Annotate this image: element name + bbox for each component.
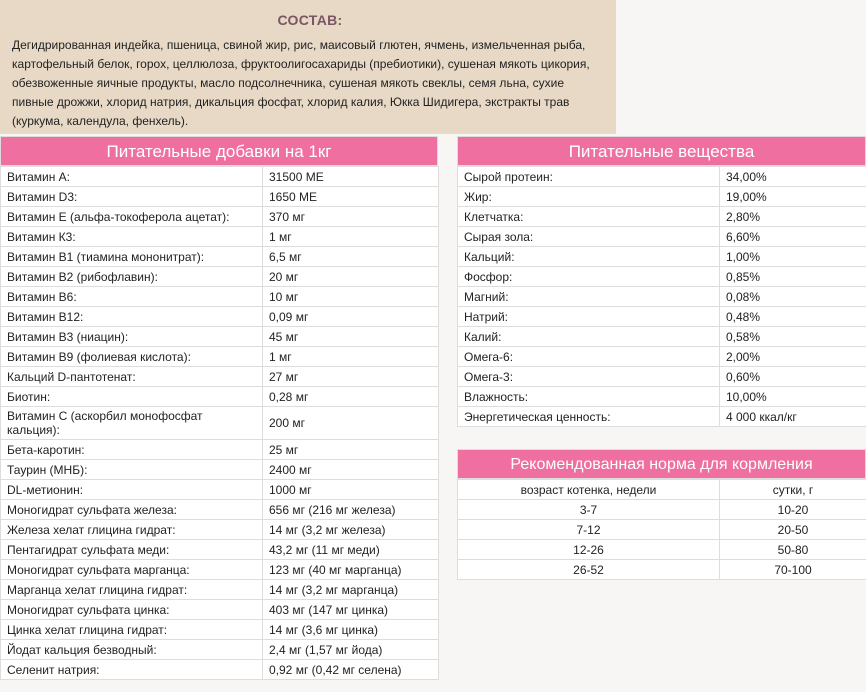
nutrient-value: 0,58% xyxy=(720,327,866,347)
nutrient-value: 2,80% xyxy=(720,207,866,227)
feeding-panel xyxy=(457,449,866,580)
supplement-name: Йодат кальция безводный: xyxy=(1,640,263,660)
nutrient-value: 1,00% xyxy=(720,247,866,267)
supplement-value: 0,09 мг xyxy=(263,307,439,327)
nutrient-name: Клетчатка: xyxy=(458,207,720,227)
supplement-row xyxy=(1,560,439,580)
nutrient-name: Омега-6: xyxy=(458,347,720,367)
nutrient-name: Сырой протеин: xyxy=(458,167,720,187)
nutrients-title: Питательные вещества xyxy=(457,136,866,166)
nutrient-row xyxy=(458,227,866,247)
composition-block xyxy=(0,0,616,134)
supplement-value: 6,5 мг xyxy=(263,247,439,267)
supplement-name: Витамин С (аскорбил монофосфат кальция): xyxy=(1,407,263,440)
supplement-row xyxy=(1,287,439,307)
supplement-value: 2400 мг xyxy=(263,460,439,480)
supplement-name: Витамин В1 (тиамина мононитрат): xyxy=(1,247,263,267)
nutrient-value: 2,00% xyxy=(720,347,866,367)
feeding-age: 7-12 xyxy=(458,520,720,540)
supplement-value: 1 мг xyxy=(263,347,439,367)
supplement-name: Бета-каротин: xyxy=(1,440,263,460)
supplement-name: Моногидрат сульфата марганца: xyxy=(1,560,263,580)
composition-title: СОСТАВ: xyxy=(277,12,343,28)
supplement-row xyxy=(1,620,439,640)
nutrient-row xyxy=(458,167,866,187)
nutrient-row xyxy=(458,327,866,347)
supplement-name: Витамин А: xyxy=(1,167,263,187)
feeding-row xyxy=(458,540,866,560)
nutrient-name: Энергетическая ценность: xyxy=(458,407,720,427)
nutrient-row xyxy=(458,407,866,427)
supplement-row xyxy=(1,440,439,460)
supplement-value: 200 мг xyxy=(263,407,439,440)
supplement-value: 1 мг xyxy=(263,227,439,247)
nutrient-row xyxy=(458,347,866,367)
feeding-title: Рекомендованная норма для кормления xyxy=(457,449,866,479)
nutrient-name: Магний: xyxy=(458,287,720,307)
supplement-value: 370 мг xyxy=(263,207,439,227)
supplement-value: 14 мг (3,2 мг железа) xyxy=(263,520,439,540)
nutrient-name: Влажность: xyxy=(458,387,720,407)
feeding-amount: 70-100 xyxy=(720,560,866,580)
nutrient-row xyxy=(458,207,866,227)
supplement-row xyxy=(1,480,439,500)
supplement-name: Биотин: xyxy=(1,387,263,407)
feeding-table xyxy=(457,479,866,580)
supplements-title: Питательные добавки на 1кг xyxy=(0,136,438,166)
supplement-value: 2,4 мг (1,57 мг йода) xyxy=(263,640,439,660)
supplement-name: Витамин В9 (фолиевая кислота): xyxy=(1,347,263,367)
nutrient-value: 0,60% xyxy=(720,367,866,387)
supplement-value: 656 мг (216 мг железа) xyxy=(263,500,439,520)
nutrient-name: Кальций: xyxy=(458,247,720,267)
nutrient-name: Жир: xyxy=(458,187,720,207)
supplement-value: 14 мг (3,6 мг цинка) xyxy=(263,620,439,640)
supplement-value: 1000 мг xyxy=(263,480,439,500)
nutrient-row xyxy=(458,287,866,307)
supplement-value: 27 мг xyxy=(263,367,439,387)
supplement-value: 10 мг xyxy=(263,287,439,307)
supplement-row xyxy=(1,387,439,407)
feeding-age: 3-7 xyxy=(458,500,720,520)
nutrient-row xyxy=(458,267,866,287)
supplement-row xyxy=(1,347,439,367)
nutrient-value: 0,85% xyxy=(720,267,866,287)
supplement-name: Витамин D3: xyxy=(1,187,263,207)
nutrient-value: 6,60% xyxy=(720,227,866,247)
nutrient-name: Омега-3: xyxy=(458,367,720,387)
supplement-name: Моногидрат сульфата железа: xyxy=(1,500,263,520)
supplement-name: Витамин В6: xyxy=(1,287,263,307)
supplement-name: Кальций D-пантотенат: xyxy=(1,367,263,387)
supplement-row xyxy=(1,540,439,560)
supplement-row xyxy=(1,640,439,660)
supplement-name: Витамин В12: xyxy=(1,307,263,327)
supplement-row xyxy=(1,207,439,227)
nutrient-value: 10,00% xyxy=(720,387,866,407)
supplement-name: Цинка хелат глицина гидрат: xyxy=(1,620,263,640)
supplement-value: 0,28 мг xyxy=(263,387,439,407)
nutrient-row xyxy=(458,387,866,407)
feeding-row xyxy=(458,560,866,580)
nutrient-value: 0,48% xyxy=(720,307,866,327)
supplement-value: 0,92 мг (0,42 мг селена) xyxy=(263,660,439,680)
supplement-name: DL-метионин: xyxy=(1,480,263,500)
supplement-name: Марганца хелат глицина гидрат: xyxy=(1,580,263,600)
supplement-row xyxy=(1,327,439,347)
feeding-amount: 10-20 xyxy=(720,500,866,520)
supplement-row xyxy=(1,247,439,267)
feeding-age: 26-52 xyxy=(458,560,720,580)
supplement-value: 123 мг (40 мг марганца) xyxy=(263,560,439,580)
feeding-amount: 20-50 xyxy=(720,520,866,540)
supplement-row xyxy=(1,267,439,287)
supplement-name: Пентагидрат сульфата меди: xyxy=(1,540,263,560)
supplement-value: 43,2 мг (11 мг меди) xyxy=(263,540,439,560)
composition-text: Дегидрированная индейка, пшеница, свиной жир, рис, маисовый глютен, ячмень, измельченная рыба, картофельный белок, горох, целлюлоза, фруктоолигосахариды (пребиотики), сушеная мякоть цикория, обезвоженные яичные продукты, масло подсолнечника, сушеная мякоть свеклы, семя льна, сухие пивные дрожжи, хлорид натрия, дикальция фосфат, хлорид калия, Юкка Шидигера, экстракты трав (куркума, календула, фенхель). xyxy=(12,38,590,128)
supplement-row xyxy=(1,307,439,327)
nutrient-name: Фосфор: xyxy=(458,267,720,287)
nutrients-panel xyxy=(457,136,866,427)
nutrient-value: 4 000 ккал/кг xyxy=(720,407,866,427)
supplement-name: Витамин В2 (рибофлавин): xyxy=(1,267,263,287)
nutrient-row xyxy=(458,307,866,327)
supplement-value: 403 мг (147 мг цинка) xyxy=(263,600,439,620)
supplement-value: 31500 МЕ xyxy=(263,167,439,187)
supplement-row xyxy=(1,227,439,247)
feeding-row xyxy=(458,520,866,540)
supplement-name: Железа хелат глицина гидрат: xyxy=(1,520,263,540)
supplement-name: Таурин (МНБ): xyxy=(1,460,263,480)
feeding-col-day: сутки, г xyxy=(720,480,866,500)
nutrient-name: Калий: xyxy=(458,327,720,347)
supplement-row xyxy=(1,580,439,600)
feeding-amount: 50-80 xyxy=(720,540,866,560)
nutrient-value: 19,00% xyxy=(720,187,866,207)
supplement-row xyxy=(1,187,439,207)
nutrient-row xyxy=(458,367,866,387)
nutrient-value: 0,08% xyxy=(720,287,866,307)
supplement-value: 25 мг xyxy=(263,440,439,460)
supplement-row xyxy=(1,460,439,480)
supplement-row xyxy=(1,500,439,520)
supplement-name: Витамин Е (альфа-токоферола ацетат): xyxy=(1,207,263,227)
nutrient-name: Натрий: xyxy=(458,307,720,327)
supplement-row xyxy=(1,660,439,680)
supplement-row xyxy=(1,367,439,387)
feeding-col-age: возраст котенка, недели xyxy=(458,480,720,500)
supplement-name: Витамин В3 (ниацин): xyxy=(1,327,263,347)
nutrient-name: Сырая зола: xyxy=(458,227,720,247)
supplements-panel xyxy=(0,136,438,680)
nutrients-table xyxy=(457,166,866,427)
supplement-name: Витамин К3: xyxy=(1,227,263,247)
supplements-table xyxy=(0,166,439,680)
nutrient-row xyxy=(458,247,866,267)
supplement-value: 20 мг xyxy=(263,267,439,287)
nutrient-value: 34,00% xyxy=(720,167,866,187)
supplement-row xyxy=(1,407,439,440)
supplement-value: 1650 МЕ xyxy=(263,187,439,207)
supplement-name: Селенит натрия: xyxy=(1,660,263,680)
supplement-value: 14 мг (3,2 мг марганца) xyxy=(263,580,439,600)
supplement-name: Моногидрат сульфата цинка: xyxy=(1,600,263,620)
supplement-value: 45 мг xyxy=(263,327,439,347)
nutrient-row xyxy=(458,187,866,207)
supplement-row xyxy=(1,520,439,540)
supplement-row xyxy=(1,167,439,187)
feeding-age: 12-26 xyxy=(458,540,720,560)
feeding-row xyxy=(458,500,866,520)
feeding-header-row xyxy=(458,480,866,500)
supplement-row xyxy=(1,600,439,620)
